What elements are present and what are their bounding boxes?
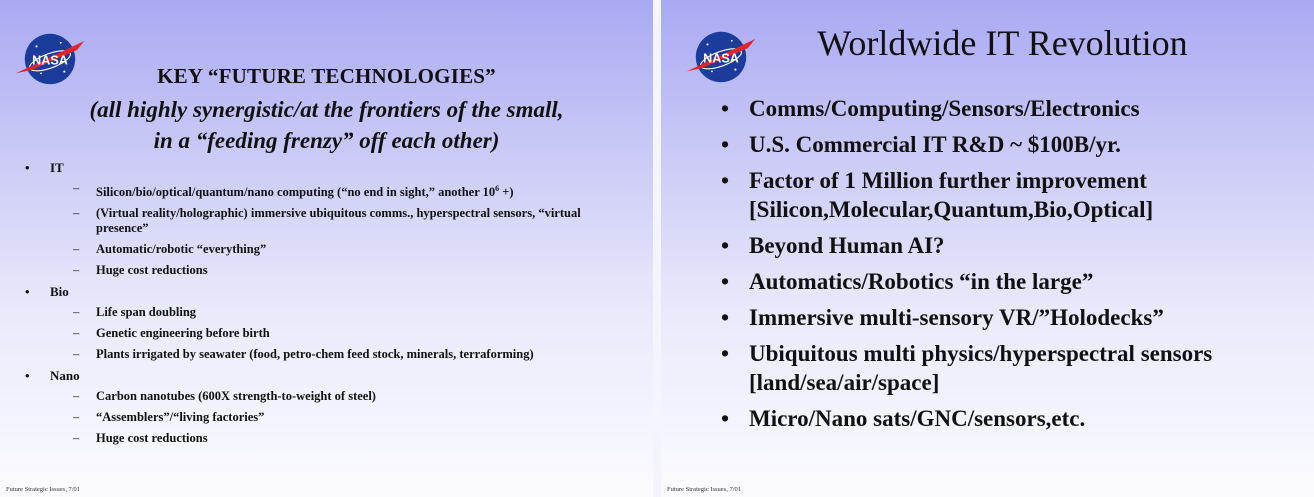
technology-list [0,160,653,452]
category-bio [0,284,653,305]
list-item-text: Micro/Nano sats/GNC/sensors,etc. [749,406,1086,431]
list-item [661,339,1314,397]
category-label: IT [50,160,64,175]
list-item-text: Immersive multi-sensory VR/”Holodecks” [749,305,1164,330]
list-item [661,267,1314,296]
list-item-text: Silicon/bio/optical/quantum/nano computing (“no end in sight,” another $10^6$ +) [96,184,514,200]
list-item [0,326,653,341]
list-item-text: Life span doubling [96,305,197,320]
category-items [0,181,653,278]
nasa-logo-text: NASA [703,51,739,66]
list-item-text: U.S. Commercial IT R&D ~ $100B/yr. [749,132,1121,157]
list-item-text: Carbon nanotubes (600X strength-to-weight of steel) [96,389,376,404]
list-item-text: Factor of 1 Million further improvement [Silicon,Molecular,Quantum,Bio,Optical] [749,168,1154,222]
list-item [661,166,1314,224]
list-item-text: “Assemblers”/“living factories” [96,410,265,425]
list-item [0,263,653,278]
bullet-icon: • [721,305,730,330]
list-item [0,206,653,236]
list-item-text: Comms/Computing/Sensors/Electronics [749,96,1140,121]
list-item-text: Automatic/robotic “everything” [96,242,267,257]
bullet-icon: • [25,160,30,175]
list-item [661,130,1314,159]
category-nano [0,368,653,389]
bullet-icon: • [25,368,30,384]
category-items [0,389,653,446]
dash-icon: – [73,389,80,404]
list-item [0,347,653,362]
bullet-icon: • [721,233,730,258]
dash-icon: – [73,305,80,320]
dash-icon: – [73,326,80,341]
dash-icon: – [73,181,80,195]
list-item-text: Ubiquitous multi physics/hyperspectral sensors [land/sea/air/space] [749,341,1213,395]
revolution-list [661,94,1314,440]
slide-title: Worldwide IT Revolution [817,23,1188,63]
category-it [0,160,653,181]
category-label: Nano [50,368,80,384]
list-item-text: Plants irrigated by seawater (food, petro-chem feed stock, minerals, terraforming) [96,347,534,362]
list-item [0,242,653,257]
bullet-icon: • [721,406,730,431]
list-item [0,181,653,200]
list-item [661,231,1314,260]
list-item [661,404,1314,433]
list-item-text: Huge cost reductions [96,263,208,278]
slide-footer: Future Strategic Issues, 7/01 [667,486,742,493]
list-item-text: Beyond Human AI? [749,233,945,258]
list-item [0,305,653,320]
slide-footer: Future Strategic Issues, 7/01 [6,486,81,493]
list-item-text: Huge cost reductions [96,431,208,446]
list-item-text: (Virtual reality/holographic) immersive ubiquitous comms., hyperspectral sensors, “virtual presence” [96,206,581,236]
list-item-text: Automatics/Robotics “in the large” [749,269,1094,294]
nasa-logo-text: NASA [32,53,68,68]
bullet-icon: • [721,269,730,294]
list-item [661,303,1314,332]
dash-icon: – [73,206,80,221]
bullet-icon: • [721,168,730,193]
list-item [0,389,653,404]
slide-key-future-technologies [0,0,653,497]
dash-icon: – [73,263,80,278]
list-item [661,94,1314,123]
dash-icon: – [73,431,80,446]
bullet-icon: • [721,96,730,121]
category-label: Bio [50,284,69,300]
dash-icon: – [73,347,80,362]
dash-icon: – [73,410,80,425]
slide-subtitle: (all highly synergistic/at the frontiers of the small, in a “feeding frenzy” off each other) [89,97,564,153]
slide-worldwide-it-revolution [661,0,1314,497]
dash-icon: – [73,242,80,257]
list-item-text: Genetic engineering before birth [96,326,270,341]
list-item [0,410,653,425]
list-item [0,431,653,446]
bullet-icon: • [721,341,730,366]
bullet-icon: • [25,284,30,300]
slide-title: KEY “FUTURE TECHNOLOGIES” [157,64,496,88]
category-items [0,305,653,362]
bullet-icon: • [721,132,730,157]
